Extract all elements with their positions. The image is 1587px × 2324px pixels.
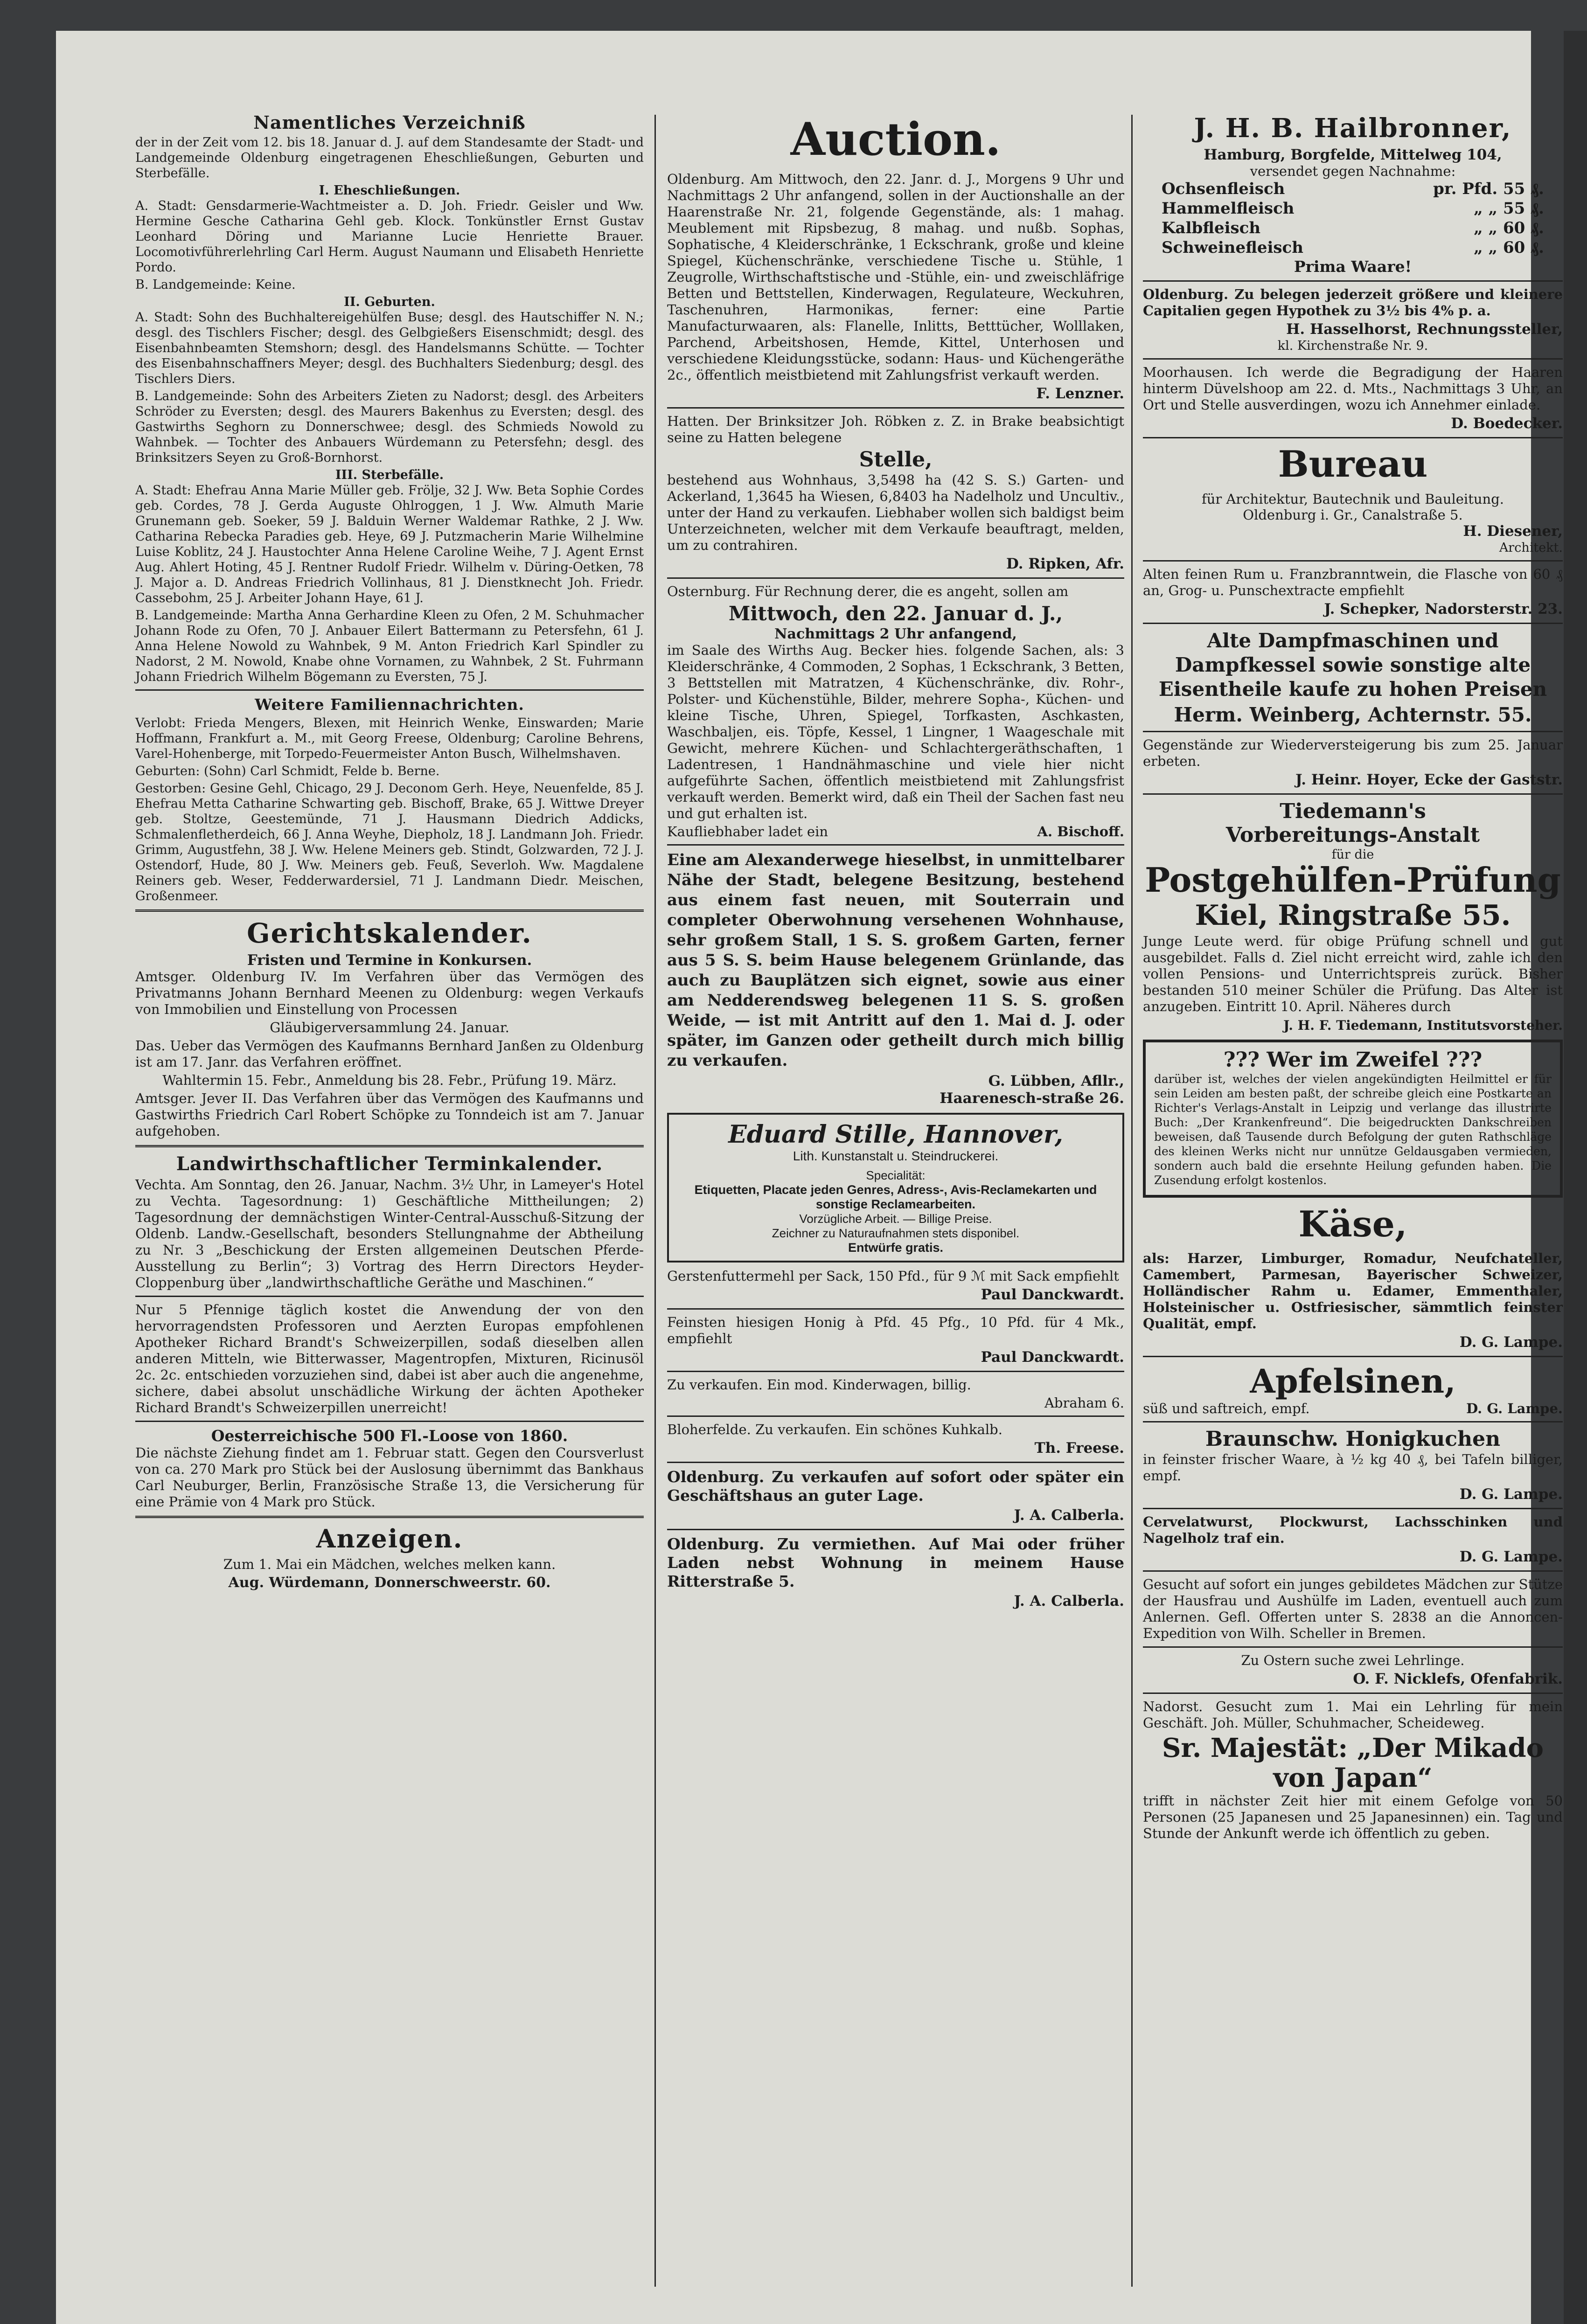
column-3	[1143, 110, 1563, 2296]
bureau-address: Oldenburg i. Gr., Canalstraße 5.	[1243, 507, 1463, 523]
stille-designers: Zeichner zu Naturaufnahmen stets disponibel.	[772, 1226, 1020, 1240]
osternburg-date: Mittwoch, den 22. Januar d. J.,	[728, 602, 1063, 625]
price-value: pr. Pfd. 55 ₰.	[1433, 180, 1544, 198]
price-row	[1143, 199, 1563, 218]
ads-text: Zum 1. Mai ein Mädchen, welches melken kann.	[223, 1556, 556, 1572]
barley-ad: Gerstenfuttermehl per Sack, 150 Pfd., für 9 ℳ mit Sack empfiehlt	[667, 1268, 1119, 1284]
agri-calendar-title: Landwirthschaftlicher Terminkalender.	[176, 1153, 603, 1175]
divider	[667, 844, 1124, 846]
marriages-heading: I. Eheschließungen.	[319, 183, 460, 198]
osternburg-text: im Saale des Wirths Aug. Becker hies. folgende Sachen, als: 3 Kleiderschränke, 4 Commoden, 2 Sophas, 1 Eckschrank, 3 Betten, 3 Bettstellen mit Matratzen, 4 Küchenschränke, div. Rohr-, Polster- und Küchenstühle, Bilder, mehrere Sopha-, Küchen- und kleine Tische, Uhren, Spiegel, Torfkasten, Aschkasten, Waschbaljen, eis. Töpfe, Kessel, 1 Lingner, 1 Waageschale mit Gewicht, mehrere Küchen- und Schlachtergeräthschaften, 1 Ladentresen, 1 Handnähmaschine und viele hier nicht aufgeführte Sachen, öffentlich meistbietend mit Zahlungsfrist verkauft werden. Bemerkt wird, daß ein Theil der Sachen fast neu und gut erhalten ist.	[667, 642, 1124, 821]
divider	[1143, 1570, 1563, 1572]
steam-engine-ad: Alte Dampfmaschinen und Dampfkessel sowie sonstige alte Eisentheile kaufe zu hohen Preisen	[1158, 629, 1547, 701]
zweifel-title	[1154, 1048, 1552, 1072]
court-entry-1-date: Gläubigerversammlung 24. Januar.	[270, 1020, 509, 1035]
stille-specialty-items: Etiquetten, Placate jeden Genres, Adress-, Avis-Reclamekarten und sonstige Reclamearbeiten.	[694, 1183, 1097, 1211]
divider	[1143, 437, 1563, 438]
oranges-title: Apfelsinen,	[1250, 1362, 1456, 1401]
moorhausen-signature: D. Boedecker.	[1451, 415, 1563, 432]
pram-ad: Zu verkaufen. Ein mod. Kinderwagen, billig.	[667, 1377, 971, 1393]
sausage-signature: D. G. Lampe.	[1459, 1548, 1563, 1565]
ads-title: Anzeigen.	[316, 1524, 463, 1554]
births-rural: B. Landgemeinde: Sohn des Arbeiters Zieten zu Nadorst; desgl. des Arbeiters Schröder zu Eversten; desgl. des Maurers Bakenhus zu Eversten; desgl. des Gastwirths Seghorn zu Donnerschwee; desgl. des Schmieds Nowold zu Wahnbek. — Tochter des Anbauers Würdemann zu Petersfehn; desgl. des Brinksitzers Seyen zu Groß-Bornhorst.	[135, 389, 644, 465]
tiedemann-title: Tiedemann's	[1280, 799, 1426, 823]
stelle-signature: D. Ripken, Afr.	[1006, 555, 1124, 572]
stille-name: Eduard Stille, Hannover,	[728, 1120, 1063, 1149]
marriages-city: A. Stadt: Gensdarmerie-Wachtmeister a. D. Joh. Friedr. Geisler und Ww. Hermine Gesche Catharina Gehl geb. Klock. Tonkünstler Ernst Gustav Leonhard Döring und Marianne Lucie Henriette Brauer. Locomotivführerlehrling Carl Herm. August Naumann und Elisabeth Henriette Pordo.	[135, 199, 644, 275]
calberla-shop-ad: Oldenburg. Zu vermiethen. Auf Mai oder früher Laden nebst Wohnung in meinem Hause Ritterstraße 5.	[667, 1535, 1124, 1590]
stille-quality: Vorzügliche Arbeit. — Billige Preise.	[799, 1212, 992, 1226]
divider	[1143, 560, 1563, 562]
question-marks-icon: ???	[1223, 1048, 1267, 1072]
zweifel-ad-box	[1143, 1040, 1563, 1198]
births-city: A. Stadt: Sohn des Buchhaltereigehülfen Buse; desgl. des Hautschiffer N. N.; desgl. des Tischlers Fischer; desgl. des Gelbgießers Eisenschmidt; desgl. des Eisenbahnbeamten Stemshorn; desgl. des Handelsmanns Schütte. — Tochter des Eisenbahnschaffners Meyer; desgl. des Buchhalters Siedenburg; desgl. des Tischlers Diers.	[135, 310, 644, 386]
family-births: Geburten: (Sohn) Carl Schmidt, Felde b. Berne.	[135, 764, 440, 778]
oranges-signature: D. G. Lampe.	[1466, 1401, 1563, 1416]
osternburg-time: Nachmittags 2 Uhr anfangend,	[774, 626, 1017, 642]
divider	[1143, 280, 1563, 282]
question-marks-icon: ???	[1439, 1048, 1483, 1072]
family-news-title: Weitere Familiennachrichten.	[255, 695, 524, 714]
column-rule-right	[1131, 115, 1133, 2287]
page-edge	[1564, 31, 1587, 2324]
tiedemann-signature: J. H. F. Tiedemann, Institutsvorsteher.	[1283, 1018, 1563, 1033]
tiedemann-text: Junge Leute werd. für obige Prüfung schnell und gut ausgebildet. Falls d. Ziel nicht erreicht wird, zahle ich den vollen Pensions- und Unterrichtspreis zurück. Bisher bestanden 510 meiner Schüler die Prüfung. Das Alter ist anzugeben. Eintritt 10. April. Näheres durch	[1143, 933, 1563, 1014]
divider	[135, 909, 644, 912]
divider	[1143, 1646, 1563, 1648]
osternburg-signature: A. Bischoff.	[1037, 824, 1124, 839]
newspaper-page	[56, 31, 1563, 2324]
house-sale-ad: Eine am Alexanderwege hieselbst, in unmittelbarer Nähe der Stadt, belegene Besitzung, bestehend aus einem fast neuen, mit Souterrain und completer Oberwohnung versehenen Wohnhause, sehr großem Stall, 1 S. S. großem Garten, ferner aus 5 S. S. beim Hause belegenem Grünlande, das auch zu Bauplätzen sich eignet, sowie aus einer am Nedderendsweg belegenen 11 S. S. großen Weide, — ist mit Antritt auf den 1. Mai d. J. oder später, im Ganzen oder getheilt durch mich billig zu verkaufen.	[667, 851, 1124, 1070]
auction-text: Oldenburg. Am Mittwoch, den 22. Janr. d. J., Morgens 9 Uhr und Nachmittags 2 Uhr anfangend, sollen in der Auctionshalle an der Haarenstraße Nr. 21, folgende Gegenstände, als: 1 mahag. Meublement mit Ripsbezug, 8 mahag. und nußb. Sophas, Sophatische, 4 Kleiderschränke, 1 Eckschrank, große und kleine Spiegel, Küchenschränke, verschiedene Tische u. Stühle, 1 Zeugrolle, Wirthschaftstische und -Stühle, ein- und zweischläfrige Betten und Bettstellen, Kinderwagen, Regulateure, Weckuhren, Taschenuhren, Harmonikas, ferner: eine Partie Manufacturwaaren, als: Flanelle, Inlitts, Betttücher, Wolllaken, Parchend, Arbeitshosen, Hemde, Kittel, Unterhosen und verschiedene Kleidungsstücke, sodann: Haus- und Küchengeräthe 2c., öffentlich meistbietend mit Zahlungsfrist verkauft werden.	[667, 171, 1124, 383]
divider	[135, 1296, 644, 1297]
divider	[135, 1145, 644, 1147]
maid-wanted-ad: Gesucht auf sofort ein junges gebildetes Mädchen zur Stütze der Hausfrau und Aushülfe im Laden, eventuell auch zum Anlernen. Gefl. Offerten unter S. 2838 an die Annoncen-Expedition von Wilh. Scheller in Bremen.	[1143, 1576, 1563, 1641]
divider	[1143, 1693, 1563, 1694]
hoyer-ad: Gegenstände zur Wiederversteigerung bis zum 25. Januar erbeten.	[1143, 737, 1563, 769]
apprentice-signature: O. F. Nicklefs, Ofenfabrik.	[1353, 1671, 1563, 1687]
oranges-text: süß und saftreich, empf.	[1143, 1401, 1310, 1416]
honey-signature: Paul Danckwardt.	[981, 1349, 1124, 1366]
pram-address: Abraham 6.	[1044, 1395, 1124, 1411]
gingerbread-signature: D. G. Lampe.	[1459, 1486, 1563, 1503]
register-title: Namentliches Verzeichniß	[253, 112, 526, 133]
divider	[1143, 1508, 1563, 1509]
deaths-rural: B. Landgemeinde: Martha Anna Gerhardine Kleen zu Ofen, 2 M. Schuhmacher Johann Rode zu Ofen, 70 J. Anbauer Eilert Battermann zu Petersfehn, 61 J. Anna Helene Nowold zu Wahnbek, 9 M. Anton Friedrich Karl Spindler zu Nadorst, 2 M. Nowold, Knabe ohne Vornamen, zu Wahnbek, 2 St. Fuhrmann Johann Friedrich Wilhelm Bögemann zu Eversten, 75 J.	[135, 608, 644, 684]
price-value: „ „ 55 ₰.	[1474, 199, 1544, 218]
stille-drafts: Entwürfe gratis.	[848, 1241, 944, 1255]
auction-title: Auction.	[790, 113, 1001, 166]
bureau-subtitle: für Architektur, Bautechnik und Bauleitung.	[1202, 491, 1504, 507]
tiedemann-city: Kiel, Ringstraße 55.	[1195, 899, 1511, 932]
agri-calendar-text: Vechta. Am Sonntag, den 26. Januar, Nachm. 3½ Uhr, in Lameyer's Hotel zu Vechta. Tagesordnung: 1) Geschäftliche Mittheilungen; 2) Tagesordnung der demnächstigen Winter-Central-Ausschuß-Sitzung der Oldenb. Landw.-Gesellschaft, besonders Stellungnahme der Abtheilung zu Nr. 3 „Beschickung der Ersten allgemeinen Deutschen Pferde-Ausstellung zu Berlin“; 3) Vortrag des Herrn Directors Heyder-Cloppenburg über „landwirthschaftliche Geräthe und Maschinen.“	[135, 1177, 644, 1290]
hailbronner-subtitle: versendet gegen Nachnahme:	[1250, 163, 1456, 179]
osternburg-intro: Osternburg. Für Rechnung derer, die es angeht, sollen am	[667, 583, 1069, 599]
price-item: Hammelfleisch	[1162, 199, 1295, 218]
calf-ad: Bloherfelde. Zu verkaufen. Ein schönes Kuhkalb.	[667, 1422, 1002, 1437]
ads-signature: Aug. Würdemann, Donnerschweerstr. 60.	[228, 1575, 551, 1591]
bureau-signature: H. Diesener,	[1463, 523, 1563, 540]
lottery-title: Oesterreichische 500 Fl.-Loose von 1860.	[211, 1427, 568, 1445]
price-row	[1143, 179, 1563, 199]
divider	[1143, 623, 1563, 624]
price-value: „ „ 60 ₰.	[1474, 219, 1544, 237]
tiedemann-for: für die	[1331, 847, 1374, 862]
bureau-title: Bureau	[1278, 443, 1428, 486]
calberla-signature-2: J. A. Calberla.	[1014, 1593, 1124, 1609]
price-value: „ „ 60 ₰.	[1474, 238, 1544, 257]
steam-engine-signature: Herm. Weinberg, Achternstr. 55.	[1174, 703, 1532, 726]
rum-signature: J. Schepker, Nadorsterstr. 23.	[1324, 601, 1563, 617]
divider	[667, 1308, 1124, 1310]
price-row	[1143, 238, 1563, 257]
deaths-city: A. Stadt: Ehefrau Anna Marie Müller geb. Frölje, 32 J. Ww. Beta Sophie Cordes geb. Cordes, 78 J. Gerda Auguste Ohlroggen, 1 J. Ww. Almuth Marie Grunemann geb. Soeker, 59 J. Balduin Werner Waldemar Rathke, 2 J. Ww. Catharina Rebecka Paradies geb. Heye, 69 J. Putzmacherin Marie Wilhelmine Luise Koblitz, 24 J. Haustochter Anna Helene Caroline Weihe, 7 J. Agent Ernst Aug. Ahlert Hoting, 45 J. Rentner Rudolf Friedr. Wilhelm v. Düring-Oetken, 78 J. Major a. D. Andreas Friedrich Vollinhaus, 81 J. Dienstknecht Joh. Friedr. Cassebohm, 25 J. Arbeiter Johann Haye, 61 J.	[135, 483, 644, 605]
divider	[667, 1529, 1124, 1530]
moorhausen-ad: Moorhausen. Ich werde die Begradigung der Haaren hinterm Düvelshoop am 22. d. Mts., Nachmittags 3 Uhr, an Ort und Stelle ausverdingen, wozu ich Annehmer einlade.	[1143, 364, 1563, 413]
divider	[1143, 358, 1563, 360]
column-1	[135, 110, 644, 2296]
swiss-pills-ad: Nur 5 Pfennige täglich kostet die Anwendung der von den hervorragendsten Professoren und Aerzten Europas empfohlenen Apotheker Richard Brandt's Schweizerpillen, sodaß dieselben allen anderen Mitteln, wie Bitterwasser, Magentropfen, Mixturen, Ricinusöl 2c. 2c. entschieden vorzuziehen sind, dabei ist aber auch die angenehme, sichere, dabei absolut unschädliche Wirkung der ächten Apotheker Richard Brandt's Schweizerpillen unerreicht!	[135, 1302, 644, 1415]
hailbronner-price-list	[1143, 179, 1563, 257]
divider	[1143, 1421, 1563, 1422]
osternburg-invite: Kaufliebhaber ladet ein	[667, 824, 828, 839]
calberla-signature-1: J. A. Calberla.	[1014, 1507, 1124, 1524]
divider	[1143, 731, 1563, 732]
hailbronner-footer: Prima Waare!	[1294, 257, 1412, 276]
divider	[667, 1371, 1124, 1372]
sausage-ad: Cervelatwurst, Plockwurst, Lachsschinken und Nagelholz traf ein.	[1143, 1514, 1563, 1546]
court-entry-1: Amtsger. Oldenburg IV. Im Verfahren über das Vermögen des Privatmanns Johann Bernhard Meenen zu Oldenburg: wegen Verkaufs von Immobilien und Einstellung von Processen	[135, 969, 644, 1017]
column-rule-left	[654, 115, 656, 2287]
bureau-role: Architekt.	[1499, 541, 1563, 555]
apprentice-ad: Zu Ostern suche zwei Lehrlinge.	[1241, 1652, 1465, 1668]
nadorst-ad: Nadorst. Gesucht zum 1. Mai ein Lehrling für mein Geschäft. Joh. Müller, Schuhmacher, Scheideweg.	[1143, 1699, 1563, 1731]
gingerbread-title: Braunschw. Honigkuchen	[1205, 1427, 1501, 1451]
stille-subtitle: Lith. Kunstanstalt u. Steindruckerei.	[793, 1149, 999, 1163]
mikado-title: Sr. Majestät: „Der Mikado von Japan“	[1162, 1733, 1544, 1793]
court-subtitle: Fristen und Termine in Konkursen.	[247, 952, 532, 969]
hailbronner-title: J. H. B. Hailbronner,	[1194, 113, 1512, 144]
cheese-signature: D. G. Lampe.	[1459, 1334, 1563, 1351]
family-deaths: Gestorben: Gesine Gehl, Chicago, 29 J. Deconom Gerh. Heye, Neuenfelde, 85 J. Ehefrau Metta Catharine Schwarting geb. Bischoff, Brake, 65 J. Wittwe Dreyer geb. Stoltze, Geestemünde, 71 J. Hausmann Diedrich Addicks, Schmalenfletherdeich, 66 J. Anna Weyhe, Diepholz, 18 J. Landmann Joh. Friedr. Grimm, Augustfehn, 38 J. Ww. Helene Meiners geb. Stindt, Golzwarden, 72 J. J. Ostendorf, Hude, 80 J. Ww. Meiners geb. Feuß, Severloh. Ww. Magdalene Reiners geb. Weser, Fedderwardersiel, 71 J. Landmann Diedr. Meischen, Großenmeer.	[135, 781, 644, 903]
stille-specialty-label: Specialität:	[866, 1168, 926, 1182]
divider	[135, 689, 644, 691]
mortgage-ad: Oldenburg. Zu belegen jederzeit größere und kleinere Capitalien gegen Hypothek zu 3½ bis 4% p. a.	[1143, 286, 1563, 319]
house-signature-address: Haarenesch-straße 26.	[940, 1090, 1124, 1107]
calberla-house-ad: Oldenburg. Zu verkaufen auf sofort oder später ein Geschäftshaus an guter Lage.	[667, 1468, 1124, 1505]
tiedemann-exam: Postgehülfen-Prüfung	[1145, 860, 1561, 900]
tiedemann-subtitle: Vorbereitungs-Anstalt	[1225, 823, 1480, 847]
divider	[667, 407, 1124, 409]
mortgage-address: kl. Kirchenstraße Nr. 9.	[1277, 339, 1428, 353]
zweifel-title-text: Wer im Zweifel	[1267, 1048, 1439, 1072]
family-engaged: Verlobt: Frieda Mengers, Blexen, mit Heinrich Wenke, Einswarden; Marie Hoffmann, Frankfurt a. M., mit Georg Freese, Oldenburg; Caroline Behrens, Varel-Hohenberge, mit Torpedo-Feuermeister Anton Busch, Wilhelmshaven.	[135, 716, 644, 761]
divider	[667, 1462, 1124, 1463]
price-row	[1143, 218, 1563, 238]
births-heading: II. Geburten.	[344, 295, 435, 309]
divider	[667, 577, 1124, 579]
cheese-text: als: Harzer, Limburger, Romadur, Neufchateller, Camembert, Parmesan, Bayerischer Schweizer, Holländischer Rahm u. Edamer, Emmenthaler, Holsteinischer u. Ostfriesischer, sämmtlich feinster Qualität, empf.	[1143, 1250, 1563, 1332]
court-entry-3: Amtsger. Jever II. Das Verfahren über das Vermögen des Kaufmanns und Gastwirths Friedrich Carl Robert Schöpke zu Tonndeich ist am 7. Januar aufgehoben.	[135, 1090, 644, 1139]
mikado-text: trifft in nächster Zeit hier mit einem Gefolge von 50 Personen (25 Japanesen und 25 Japanesinnen) ein. Tag und Stunde der Ankunft werde ich öffentlich zu geben.	[1143, 1793, 1563, 1841]
hailbronner-address: Hamburg, Borgfelde, Mittelweg 104,	[1204, 146, 1502, 163]
divider	[1143, 793, 1563, 795]
column-2	[667, 110, 1124, 2296]
divider	[135, 1516, 644, 1518]
divider	[667, 1415, 1124, 1417]
court-entry-2: Das. Ueber das Vermögen des Kaufmanns Bernhard Janßen zu Oldenburg ist am 17. Janr. das Verfahren eröffnet.	[135, 1038, 644, 1070]
honey-ad: Feinsten hiesigen Honig à Pfd. 45 Pfg., 10 Pfd. für 4 Mk., empfiehlt	[667, 1314, 1124, 1346]
zweifel-text: darüber ist, welches der vielen angekündigten Heilmittel er für sein Leiden am besten paßt, der schreibe gleich eine Postkarte an Richter's Verlags-Anstalt in Leipzig und verlange das illustrirte Buch: „Der Krankenfreund“. Die beigedruckten Dankschreiben beweisen, daß Tausende durch Befolgung der guten Rathschläge des kleinen Werks nicht nur unnütze Geldausgaben vermieden, sondern auch bald die ersehnte Heilung gefunden haben. Die Zusendung erfolgt kostenlos.	[1154, 1072, 1552, 1187]
price-item: Ochsenfleisch	[1162, 180, 1285, 198]
cheese-title: Käse,	[1298, 1203, 1407, 1245]
hatten-ad: Hatten. Der Brinksitzer Joh. Röbken z. Z. in Brake beabsichtigt seine zu Hatten belegene	[667, 413, 1124, 445]
barley-signature: Paul Danckwardt.	[981, 1286, 1124, 1303]
calf-signature: Th. Freese.	[1034, 1440, 1124, 1457]
price-item: Schweinefleisch	[1162, 238, 1303, 257]
rum-ad: Alten feinen Rum u. Franzbranntwein, die Flasche von 60 ₰ an, Grog- u. Punschextracte empfiehlt	[1143, 566, 1563, 598]
register-intro: der in der Zeit vom 12. bis 18. Januar d. J. auf dem Standesamte der Stadt- und Landgemeinde Oldenburg eingetragenen Eheschließungen, Geburten und Sterbefälle.	[135, 135, 644, 180]
auction-signature: F. Lenzner.	[1036, 385, 1124, 402]
price-item: Kalbfleisch	[1162, 219, 1261, 237]
stelle-text: bestehend aus Wohnhaus, 3,5498 ha (42 S. S.) Garten- und Ackerland, 1,3645 ha Wiesen, 6,8403 ha Nadelholz und Uncultiv., unter der Hand zu verkaufen. Liebhaber wollen sich baldigst beim Unterzeichneten, welcher mit dem Verkaufe beauftragt, melden, um zu contrahiren.	[667, 472, 1124, 553]
divider	[1143, 1356, 1563, 1357]
mortgage-signature: H. Hasselhorst, Rechnungssteller,	[1286, 321, 1563, 338]
deaths-heading: III. Sterbefälle.	[335, 468, 444, 482]
house-signature: G. Lübben, Afllr.,	[988, 1073, 1124, 1089]
court-calendar-title: Gerichtskalender.	[247, 917, 532, 949]
lottery-text: Die nächste Ziehung findet am 1. Februar statt. Gegen den Coursverlust von ca. 270 Mark pro Stück bei der Auslosung übernimmt das Bankhaus Carl Neuburger, Berlin, Französische Straße 13, die Versicherung für eine Prämie von 4 Mark pro Stück.	[135, 1445, 644, 1510]
marriages-rural: B. Landgemeinde: Keine.	[135, 277, 296, 292]
osternburg-footer	[667, 824, 1124, 839]
stelle-heading: Stelle,	[859, 448, 933, 472]
stille-ad-box	[667, 1113, 1124, 1263]
gingerbread-text: in feinster frischer Waare, à ½ kg 40 ₰, bei Tafeln billiger, empf.	[1143, 1451, 1563, 1484]
oranges-row	[1143, 1401, 1563, 1416]
hoyer-signature: J. Heinr. Hoyer, Ecke der Gaststr.	[1295, 771, 1563, 788]
divider	[135, 1421, 644, 1422]
court-entry-2-date: Wahltermin 15. Febr., Anmeldung bis 28. Febr., Prüfung 19. März.	[162, 1072, 617, 1088]
